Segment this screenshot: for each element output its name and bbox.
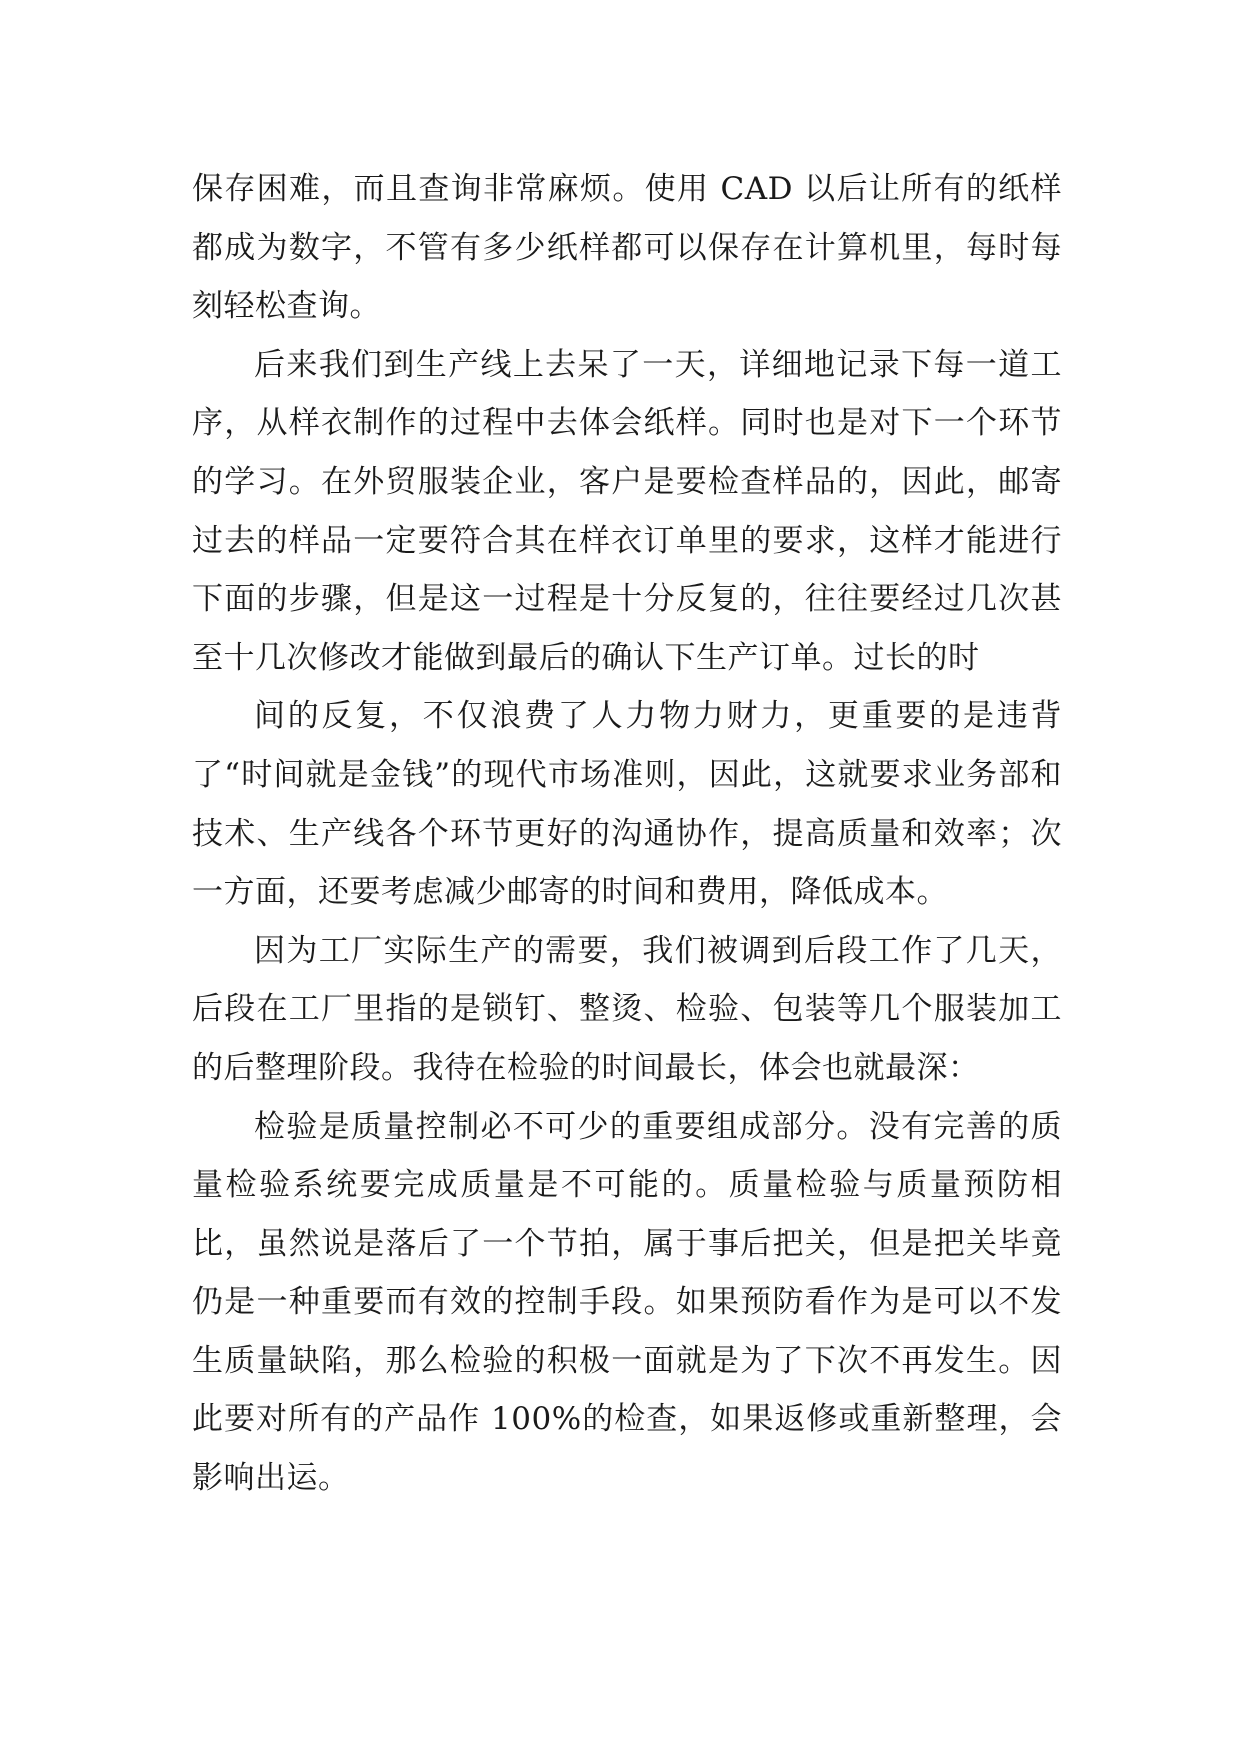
paragraph-cad-storage: 保存困难，而且查询非常麻烦。使用 CAD 以后让所有的纸样都成为数字，不管有多少纸样都可以保存在计算机里，每时每刻轻松查询。 [192,171,1062,325]
paragraph-back-section: 因为工厂实际生产的需要，我们被调到后段工作了几天，后段在工厂里指的是锁钉、整烫、检验、包装等几个服装加工的后整理阶段。我待在检验的时间最长，体会也就最深： [192,932,1062,1086]
paragraph-production-line: 后来我们到生产线上去呆了一天，详细地记录下每一道工序，从样衣制作的过程中去体会纸样。同时也是对下一个环节的学习。在外贸服装企业，客户是要检查样品的，因此，邮寄过去的样品一定要符合其在样衣订单里的要求，这样才能进行下面的步骤，但是这一过程是十分反复的，往往要经过几次甚至十几次修改才能做到最后的确认下生产订单。过长的时 [192,346,1062,676]
paragraph-inspection: 检验是质量控制必不可少的重要组成部分。没有完善的质量检验系统要完成质量是不可能的。质量检验与质量预防相比，虽然说是落后了一个节拍，属于事后把关，但是把关毕竟仍是一种重要而有效的控制手段。如果预防看作为是可以不发生质量缺陷，那么检验的积极一面就是为了下次不再发生。因此要对所有的产品作 100%的检查，如果返修或重新整理，会影响出运。 [192,1108,1062,1497]
document-body [192,160,1062,1508]
paragraph-time-cost: 间的反复，不仅浪费了人力物力财力，更重要的是违背了“时间就是金钱”的现代市场准则，因此，这就要求业务部和技术、生产线各个环节更好的沟通协作，提高质量和效率；次一方面，还要考虑减少邮寄的时间和费用，降低成本。 [192,698,1062,911]
